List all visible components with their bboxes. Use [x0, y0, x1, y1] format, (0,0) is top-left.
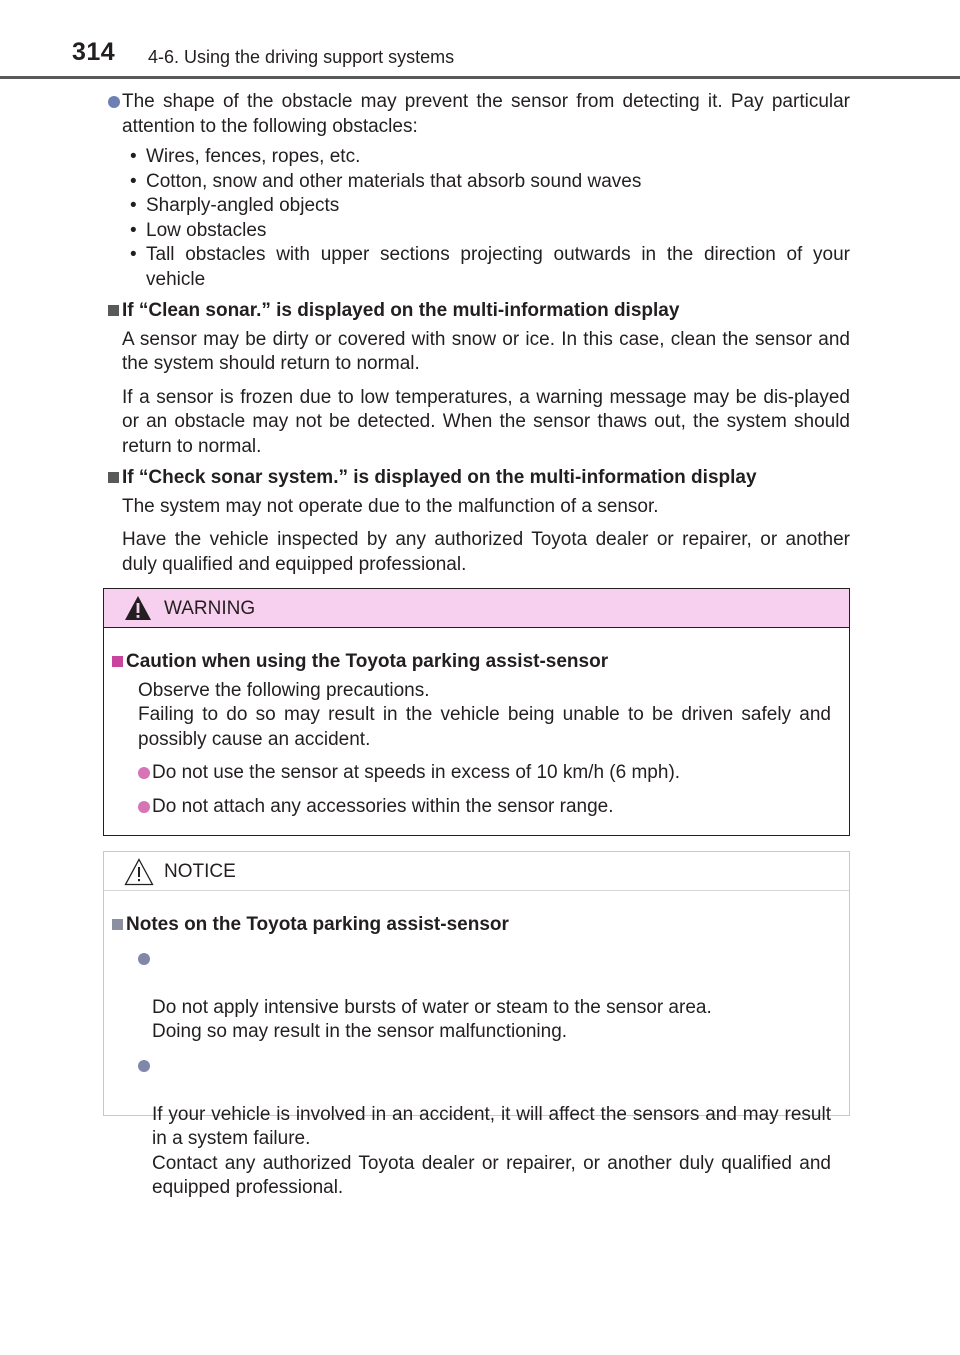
list-item: • Tall obstacles with upper sections projecting outwards in the direction of your vehicle: [130, 243, 850, 292]
list-item: • Cotton, snow and other materials that absorb sound waves: [130, 170, 850, 195]
warning-text: Observe the following precautions. Failing to do so may result in the vehicle being unable to be driven safely and possibly cause an accident.: [138, 679, 831, 750]
warning-bullet: [138, 761, 831, 786]
list-item: • Sharply-angled objects: [130, 194, 850, 219]
clean-sonar-p1: A sensor may be dirty or covered with snow or ice. In this case, clean the sensor and the system should return to normal.: [122, 328, 850, 374]
bullet-dot-icon: [138, 953, 150, 965]
notice-bullet: [138, 947, 831, 1045]
check-sonar-heading: [108, 466, 850, 491]
header-rule: [0, 76, 960, 79]
intro-bullet: [108, 90, 850, 139]
warning-title: WARNING: [164, 598, 256, 619]
bullet-dot-icon: [108, 96, 120, 108]
square-bullet-icon: [108, 472, 119, 483]
clean-sonar-p2: If a sensor is frozen due to low temperatures, a warning message may be dis-played or an obstacle may not be detected. When the sensor thaws out, the system should return to normal.: [122, 386, 850, 457]
notice-header: [104, 852, 849, 891]
list-item: • Low obstacles: [130, 219, 850, 244]
square-bullet-icon: [112, 919, 123, 930]
square-bullet-icon: [108, 305, 119, 316]
list-item: • Wires, fences, ropes, etc.: [130, 145, 850, 170]
notice-bullet-text: If your vehicle is involved in an accident, it will affect the sensors and may result in a system failure. Contact any authorized Toyota dealer or repairer, or another duly qualified and equipped professional.: [152, 1103, 831, 1198]
warning-bullet-text: Do not attach any accessories within the sensor range.: [152, 795, 614, 817]
warning-heading-text: Caution when using the Toyota parking assist-sensor: [126, 651, 609, 672]
warning-box: [103, 588, 850, 836]
notice-bullet-text: Do not apply intensive bursts of water or steam to the sensor area. Doing so may result in the sensor malfunctioning.: [152, 996, 712, 1042]
page-header: [0, 0, 960, 80]
notice-bullet: [138, 1054, 831, 1201]
check-sonar-heading-text: If “Check sonar system.” is displayed on the multi-information display: [122, 467, 757, 488]
bullet-dot-icon: [138, 767, 150, 779]
notice-heading-text: Notes on the Toyota parking assist-sensor: [126, 914, 509, 935]
intro-text: The shape of the obstacle may prevent the sensor from detecting it. Pay particular attention to the following obstacles:: [122, 91, 850, 137]
warning-header: [104, 589, 849, 628]
page-number: 314: [72, 38, 116, 66]
main-content: [108, 90, 850, 577]
notice-title: NOTICE: [164, 861, 236, 882]
clean-sonar-heading-text: If “Clean sonar.” is displayed on the multi-information display: [122, 300, 680, 321]
notice-triangle-icon: [124, 858, 154, 886]
warning-triangle-icon: [124, 595, 152, 621]
section-title: 4-6. Using the driving support systems: [148, 47, 455, 67]
notice-box: [103, 851, 850, 1198]
obstacle-list: [108, 145, 850, 292]
notice-heading: [112, 913, 831, 938]
check-sonar-p2: Have the vehicle inspected by any authorized Toyota dealer or repairer, or another duly qualified and equipped professional.: [122, 529, 850, 575]
bullet-dot-icon: [138, 801, 150, 813]
bullet-dot-icon: [138, 1060, 150, 1072]
notice-body: [104, 891, 849, 1201]
square-bullet-icon: [112, 656, 123, 667]
warning-bullet: [138, 795, 831, 820]
check-sonar-p1: The system may not operate due to the malfunction of a sensor.: [122, 495, 659, 517]
warning-body: [104, 628, 849, 819]
clean-sonar-heading: [108, 299, 850, 324]
warning-heading: [112, 650, 831, 675]
warning-bullet-text: Do not use the sensor at speeds in excess of 10 km/h (6 mph).: [152, 762, 681, 783]
